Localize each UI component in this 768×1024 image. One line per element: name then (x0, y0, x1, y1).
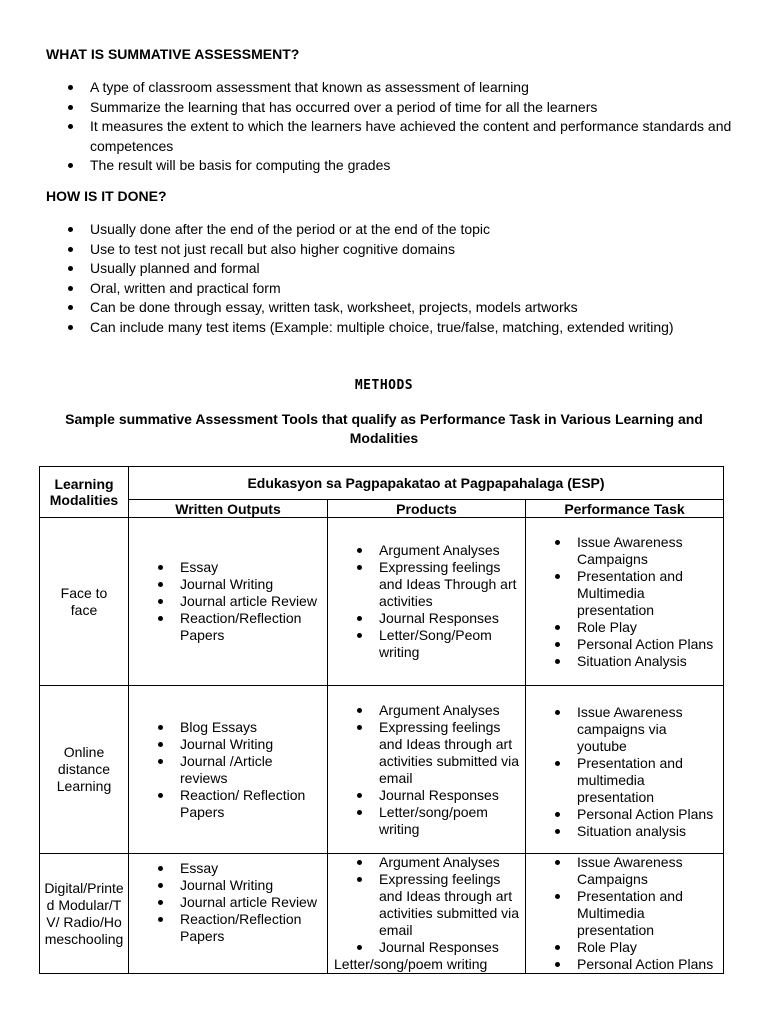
list-item: Reaction/Reflection Papers (129, 911, 327, 945)
list-item: Use to test not just recall but also higher cognitive domains (46, 240, 736, 260)
list-item: Essay (129, 860, 327, 877)
list-item: Journal article Review (129, 593, 327, 610)
list-item: Essay (129, 559, 327, 576)
list-item: Presentation and multimedia presentation (526, 755, 723, 806)
list-item: Journal Responses (328, 939, 525, 956)
written-outputs-cell (129, 518, 328, 686)
list-item: Journal Responses (328, 787, 525, 804)
column-header-products: Products (328, 500, 526, 518)
list-item: Reaction/ Reflection Papers (129, 787, 327, 821)
list-item: Journal Writing (129, 736, 327, 753)
how-done-bullet-list (46, 220, 736, 338)
list-item: Argument Analyses (328, 542, 525, 559)
table-subtitle: Sample summative Assessment Tools that qualify as Performance Task in Various Learning and Modalities (65, 411, 703, 446)
performance-task-cell (526, 686, 724, 854)
table-row (40, 686, 724, 854)
performance-task-cell (526, 854, 724, 974)
list-item: Usually done after the end of the period or at the end of the topic (46, 220, 736, 240)
list-item: Situation Analysis (526, 653, 723, 670)
list-item: Expressing feelings and Ideas through art activities submitted via email (328, 719, 525, 787)
list-item: Issue Awareness campaigns via youtube (526, 704, 723, 755)
list-item: Blog Essays (129, 719, 327, 736)
list-item: A type of classroom assessment that known as assessment of learning (46, 78, 736, 98)
list-item: Expressing feelings and Ideas Through art activities (328, 559, 525, 610)
list-item: Journal Responses (328, 610, 525, 627)
list-item: Argument Analyses (328, 702, 525, 719)
list-item: Personal Action Plans (526, 956, 723, 973)
list-item: Journal Writing (129, 877, 327, 894)
learning-modalities-header: Learning Modalities (40, 467, 129, 518)
list-item: Can be done through essay, written task, worksheet, projects, models artworks (46, 298, 736, 318)
assessment-tools-table (39, 466, 724, 974)
list-item: It measures the extent to which the learners have achieved the content and performance standards and competences (46, 117, 736, 156)
list-item: Role Play (526, 619, 723, 636)
column-header-performance-task: Performance Task (526, 500, 724, 518)
products-cell (328, 518, 526, 686)
modality-cell: Online distance Learning (40, 686, 129, 854)
list-item: Letter/song/poem writing (328, 804, 525, 838)
table-row (40, 854, 724, 974)
products-cell (328, 686, 526, 854)
list-item: Summarize the learning that has occurred over a period of time for all the learners (46, 98, 736, 118)
list-item: The result will be basis for computing the grades (46, 156, 736, 176)
section-heading-what-is: WHAT IS SUMMATIVE ASSESSMENT? (46, 46, 300, 62)
list-item: Can include many test items (Example: multiple choice, true/false, matching, extended writing) (46, 318, 736, 338)
list-item: Role Play (526, 939, 723, 956)
list-item: Presentation and Multimedia presentation (526, 568, 723, 619)
list-item: Oral, written and practical form (46, 279, 736, 299)
list-item: Usually planned and formal (46, 259, 736, 279)
products-tail-text: Letter/song/poem writing (334, 956, 488, 972)
list-item: Letter/Song/Peom writing (328, 627, 525, 661)
methods-title: METHODS (354, 378, 414, 393)
written-outputs-cell (129, 686, 328, 854)
list-item: Personal Action Plans (526, 636, 723, 653)
list-item: Situation analysis (526, 823, 723, 840)
list-item: Argument Analyses (328, 854, 525, 871)
list-item: Journal /Article reviews (129, 753, 327, 787)
products-cell (328, 854, 526, 974)
written-outputs-cell (129, 854, 328, 974)
performance-task-cell (526, 518, 724, 686)
list-item: Personal Action Plans (526, 806, 723, 823)
subject-header: Edukasyon sa Pagpapakatao at Pagpapahalaga (ESP) (129, 467, 724, 500)
list-item: Expressing feelings and Ideas through art activities submitted via email (328, 871, 525, 939)
section-heading-how-done: HOW IS IT DONE? (46, 188, 167, 204)
column-header-written-outputs: Written Outputs (129, 500, 328, 518)
list-item: Reaction/Reflection Papers (129, 610, 327, 644)
modality-cell: Face to face (40, 518, 129, 686)
list-item: Issue Awareness Campaigns (526, 854, 723, 888)
list-item: Journal article Review (129, 894, 327, 911)
table-row (40, 518, 724, 686)
list-item: Issue Awareness Campaigns (526, 534, 723, 568)
modality-cell: Digital/Printed Modular/TV/ Radio/Homeschooling (40, 854, 129, 974)
list-item: Presentation and Multimedia presentation (526, 888, 723, 939)
list-item: Journal Writing (129, 576, 327, 593)
what-is-bullet-list (46, 78, 736, 176)
